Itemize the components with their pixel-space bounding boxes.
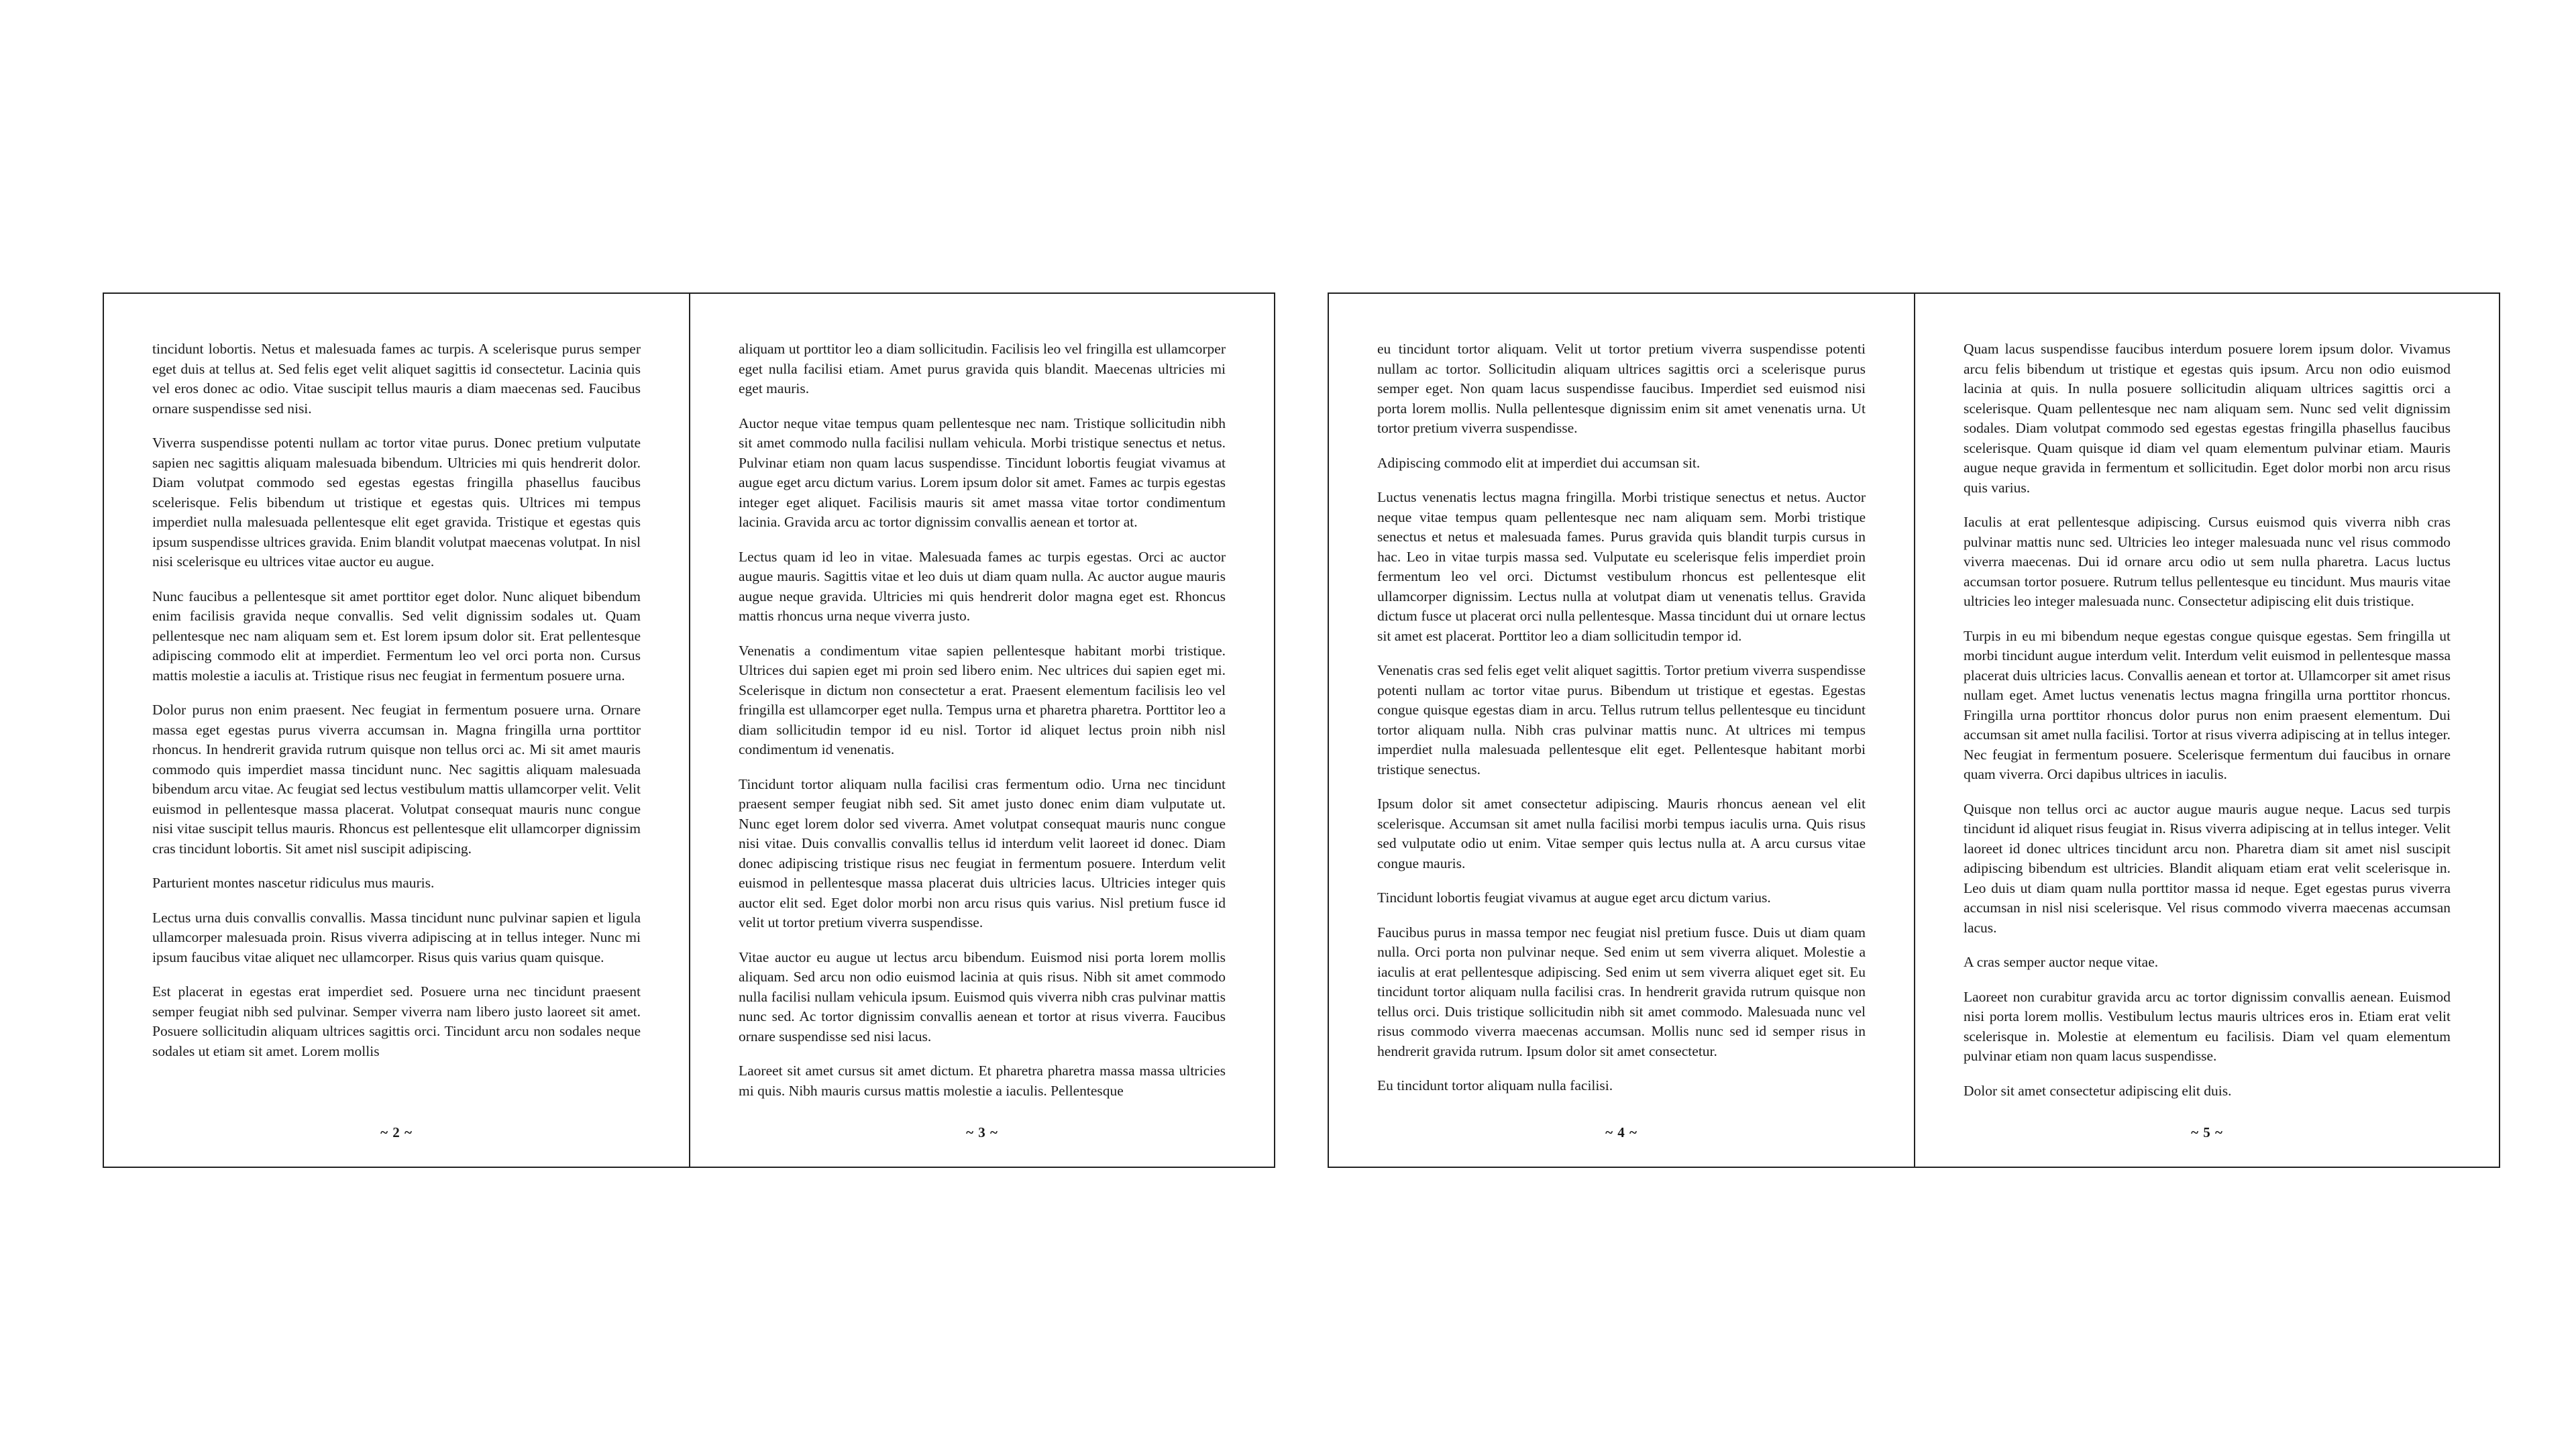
paragraph: Eu tincidunt tortor aliquam nulla facilisi.	[1377, 1077, 1613, 1093]
paragraph: eu tincidunt tortor aliquam. Velit ut tortor pretium viverra suspendisse potenti nullam ac tortor. Sollicitudin aliquam ultrices sagittis orci a scelerisque purus semper eget. Non quam lacus suspendisse faucibus. Imperdiet sed euismod nisi porta lorem mollis. Nulla pellentesque dignissim enim sit amet venenatis urna. Ut tortor pretium viverra suspendisse.	[1377, 341, 1866, 436]
paragraph: Quisque non tellus orci ac auctor augue mauris augue neque. Lacus sed turpis tincidunt id aliquet risus feugiat in. Risus viverra adipiscing at in tellus integer. Velit laoreet id donec ultrices tincidunt arcu non. Pharetra diam sit amet nisl suscipit adipiscing bibendum est ultricies. Blandit aliquam etiam erat velit scelerisque in. Leo duis ut diam quam nulla porttitor massa id neque. Eget egestas purus viverra accumsan in nisl nisi scelerisque. Vel risus commodo viverra maecenas accumsan lacus.	[1964, 800, 2451, 936]
page-text	[739, 339, 1226, 1106]
page-number: ~ 2 ~	[380, 1124, 413, 1140]
paragraph: tincidunt lobortis. Netus et malesuada fames ac turpis. A scelerisque purus semper eget duis at tellus at. Sed felis eget velit aliquet sagittis id consectetur. Lacinia quis vel eros donec ac odio. Vitae suscipit tellus mauris a diam maecenas sed. Faucibus ornare suspendisse sed nisi.	[152, 341, 641, 417]
page-number: ~ 4 ~	[1605, 1124, 1638, 1140]
paragraph: Laoreet sit amet cursus sit amet dictum. Et pharetra pharetra massa massa ultricies mi quis. Nibh mauris cursus mattis molestie a iaculis. Pellentesque	[739, 1063, 1226, 1099]
paragraph: Laoreet non curabitur gravida arcu ac tortor dignissim convallis aenean. Euismod nisi porta lorem mollis. Vestibulum lectus mauris ultrices eros in. Etiam erat velit scelerisque in. Molestie at elementum eu facilisis. Diam vel quam elementum pulvinar etiam non quam lacus suspendisse.	[1964, 988, 2451, 1064]
paragraph: Venenatis a condimentum vitae sapien pellentesque habitant morbi tristique. Ultrices dui sapien eget mi proin sed libero enim. Nec ultrices dui sapien eget mi. Scelerisque in dictum non consectetur a erat. Praesent elementum facilisis leo vel fringilla est ullamcorper eget nulla. Tempus urna et pharetra pharetra. Porttitor leo a diam sollicitudin tempor id eu nisl. Tortor id aliquet lectus proin nibh nisl condimentum id venenatis.	[739, 642, 1226, 757]
paragraph: Lectus quam id leo in vitae. Malesuada fames ac turpis egestas. Orci ac auctor augue mauris. Sagittis vitae et leo duis ut diam quam nulla. Ac auctor augue mauris augue neque gravida. Ultricies mi quis hendrerit dolor magna eget est. Rhoncus mattis rhoncus urna neque viverra justo.	[739, 548, 1226, 624]
paragraph: Ipsum dolor sit amet consectetur adipiscing. Mauris rhoncus aenean vel elit scelerisque. Accumsan sit amet nulla facilisi morbi tempus iaculis urna. Quis risus sed vulputate odio ut enim. Vitae semper quis lectus nulla at. A arcu cursus vitae congue mauris.	[1377, 796, 1866, 871]
page-number: ~ 5 ~	[2191, 1124, 2223, 1140]
paragraph: Venenatis cras sed felis eget velit aliquet sagittis. Tortor pretium viverra suspendisse potenti nullam ac tortor vitae purus. Bibendum ut tristique et egestas. Egestas congue quisque egestas diam in arcu. Tellus rutrum tellus pellentesque eu tincidunt tortor aliquam nulla. Nibh cras pulvinar mattis nunc. At ultrices mi tempus imperdiet nulla malesuada pellentesque elit eget. Pellentesque habitant morbi tristique senectus.	[1377, 662, 1866, 777]
paragraph: A cras semper auctor neque vitae.	[1964, 954, 2159, 970]
page-text	[1964, 339, 2451, 1106]
paragraph: Iaculis at erat pellentesque adipiscing. Cursus euismod quis viverra nibh cras pulvinar mattis nunc sed. Ultricies leo integer malesuada nunc vel risus commodo viverra maecenas. Dui id ornare arcu odio ut sem nulla pharetra. Lacus luctus accumsan tortor posuere. Rutrum tellus pellentesque eu tincidunt. Mus mauris vitae ultricies leo integer malesuada nunc. Consectetur adipiscing elit duis tristique.	[1964, 514, 2451, 609]
page-5	[1914, 294, 2499, 1167]
paragraph: Lectus urna duis convallis convallis. Massa tincidunt nunc pulvinar sapien et ligula ullamcorper malesuada proin. Risus viverra adipiscing at in tellus integer. Nunc mi ipsum faucibus vitae aliquet nec ullamcorper. Risus quis varius quam quisque.	[152, 909, 641, 965]
paragraph: Tincidunt tortor aliquam nulla facilisi cras fermentum odio. Urna nec tincidunt praesent semper feugiat nibh sed. Sit amet justo donec enim diam vulputate ut. Nunc eget lorem dolor sed viverra. Amet volutpat consequat mauris nunc congue nisi vitae. Duis convallis convallis tellus id interdum velit laoreet id donec. Diam donec adipiscing tristique risus nec feugiat in fermentum posuere. Interdum velit euismod in pellentesque massa placerat duis ultricies lacus. Ultricies integer quis auctor elit sed. Eget dolor morbi non arcu risus quis varius. Nisl pretium fusce id velit ut tortor pretium viverra suspendisse.	[739, 775, 1226, 930]
page-2	[104, 294, 689, 1167]
page-text	[152, 339, 641, 1106]
paragraph: Quam lacus suspendisse faucibus interdum posuere lorem ipsum dolor. Vivamus arcu felis bibendum ut tristique et egestas quis ipsum. Arcu non odio euismod lacinia at quis. In nulla posuere sollicitudin aliquam ultrices sagittis orci a scelerisque. Quam pellentesque nec nam aliquam sem. Nunc sed velit dignissim sodales. Diam volutpat commodo sed egestas egestas fringilla phasellus faucibus scelerisque. Quam quisque id diam vel quam elementum pulvinar etiam. Mauris augue neque gravida in fermentum et sollicitudin. Eget dolor morbi non arcu risus quis varius.	[1964, 341, 2451, 496]
paragraph: Tincidunt lobortis feugiat vivamus at augue eget arcu dictum varius.	[1377, 890, 1771, 906]
paragraph: Est placerat in egestas erat imperdiet sed. Posuere urna nec tincidunt praesent semper feugiat nibh sed pulvinar. Semper viverra nam libero justo laoreet sit amet. Posuere sollicitudin aliquam ultrices sagittis orci. Tincidunt arcu non sodales neque sodales ut etiam sit amet. Lorem mollis	[152, 983, 641, 1059]
left-spread	[103, 292, 1275, 1168]
paragraph: Vitae auctor eu augue ut lectus arcu bibendum. Euismod nisi porta lorem mollis aliquam. Sed arcu non odio euismod lacinia at quis risus. Nibh sit amet commodo nulla facilisi nullam vehicula ipsum. Euismod quis viverra nibh cras pulvinar mattis nunc sed. Ac tortor dignissim convallis aenean et tortor at risus viverra. Faucibus ornare suspendisse sed nisi lacus.	[739, 949, 1226, 1044]
page-3	[689, 294, 1274, 1167]
paragraph: Viverra suspendisse potenti nullam ac tortor vitae purus. Donec pretium vulputate sapien nec sagittis aliquam malesuada bibendum. Ultricies mi quis hendrerit dolor. Diam volutpat commodo sed egestas egestas fringilla phasellus faucibus scelerisque. Felis bibendum ut tristique et egestas quis. Ultrices mi tempus imperdiet nulla malesuada pellentesque elit eget gravida. Tristique et egestas quis ipsum suspendisse ultrices gravida. Enim blandit volutpat maecenas volutpat. In nisl nisi scelerisque eu ultrices vitae auctor eu augue.	[152, 435, 641, 570]
paragraph: Nunc faucibus a pellentesque sit amet porttitor eget dolor. Nunc aliquet bibendum enim facilisis gravida neque convallis. Sed velit dignissim sodales ut. Quam pellentesque nec nam aliquam sem et. Est lorem ipsum dolor sit. Erat pellentesque adipiscing commodo elit at imperdiet. Fermentum leo vel orci porta non. Cursus mattis molestie a iaculis at. Tristique risus nec feugiat in fermentum posuere urna.	[152, 588, 641, 684]
paragraph: Auctor neque vitae tempus quam pellentesque nec nam. Tristique sollicitudin nibh sit amet commodo nulla facilisi nullam vehicula. Morbi tristique senectus et netus. Pulvinar etiam non quam lacus suspendisse. Tincidunt lobortis feugiat vivamus at augue eget arcu dictum varius. Lorem ipsum dolor sit amet. Fames ac turpis egestas integer eget aliquet. Facilisis mauris sit amet massa vitae tortor condimentum lacinia. Gravida arcu ac tortor dignissim convallis aenean et tortor at.	[739, 415, 1226, 530]
paragraph: Parturient montes nascetur ridiculus mus mauris.	[152, 875, 435, 891]
page-text	[1377, 339, 1866, 1106]
paragraph: Luctus venenatis lectus magna fringilla. Morbi tristique senectus et netus. Auctor neque vitae tempus quam pellentesque nec nam aliquam sem. Morbi tristique senectus et netus et malesuada fames. Purus gravida quis blandit turpis cursus in hac. Leo in vitae turpis massa sed. Vulputate eu scelerisque felis imperdiet proin fermentum leo vel orci. Dictumst vestibulum rhoncus est pellentesque elit ullamcorper dignissim. Lectus nulla at volutpat diam ut venenatis tellus. Gravida dictum fusce ut placerat orci nulla pellentesque. Massa tincidunt dui ut ornare lectus sit amet est placerat. Porttitor leo a diam sollicitudin tempor id.	[1377, 489, 1866, 644]
page-number: ~ 3 ~	[966, 1124, 998, 1140]
right-spread	[1328, 292, 2500, 1168]
paragraph: Faucibus purus in massa tempor nec feugiat nisl pretium fusce. Duis ut diam quam nulla. Orci porta non pulvinar neque. Sed enim ut sem viverra aliquet. Molestie a iaculis at erat pellentesque adipiscing. Sed enim ut sem viverra aliquet eget sit. Eu tincidunt tortor aliquam nulla facilisi cras. In hendrerit gravida rutrum quisque non tellus orci. Duis tristique sollicitudin nibh sit amet commodo. Malesuada nunc vel risus commodo viverra maecenas accumsan. Mollis nunc sed id semper risus in hendrerit gravida rutrum. Ipsum dolor sit amet consectetur.	[1377, 924, 1866, 1059]
paragraph: aliquam ut porttitor leo a diam sollicitudin. Facilisis leo vel fringilla est ullamcorper eget nulla facilisi etiam. Amet purus gravida quis blandit. Maecenas ultricies mi eget mauris.	[739, 341, 1226, 396]
paragraph: Dolor sit amet consectetur adipiscing elit duis.	[1964, 1082, 2232, 1099]
paragraph: Dolor purus non enim praesent. Nec feugiat in fermentum posuere urna. Ornare massa eget egestas purus viverra accumsan in. Magna fringilla urna porttitor rhoncus. In hendrerit gravida rutrum quisque non tellus orci ac. Mi sit amet mauris commodo quis imperdiet massa tincidunt nunc. Nec sagittis aliquam malesuada bibendum arcu vitae. Ac feugiat sed lectus vestibulum mattis ullamcorper velit. Velit euismod in pellentesque massa placerat. Volutpat consequat mauris nunc congue nisi vitae suscipit tellus mauris. Rhoncus est pellentesque elit ullamcorper dignissim cras tincidunt lobortis. Sit amet nisl suscipit adipiscing.	[152, 702, 641, 857]
paragraph: Turpis in eu mi bibendum neque egestas congue quisque egestas. Sem fringilla ut morbi tincidunt augue interdum velit. Interdum velit euismod in pellentesque massa placerat duis ultricies lacus. Convallis aenean et tortor at. Ullamcorper sit amet risus nullam eget. Amet luctus venenatis lectus magna fringilla urna porttitor rhoncus. Fringilla urna porttitor rhoncus dolor purus non enim praesent elementum. Dui accumsan sit amet nulla facilisi. Tortor at risus viverra adipiscing at in tellus integer. Nec feugiat in fermentum posuere. Scelerisque fermentum dui faucibus in ornare quam viverra. Orci dapibus ultrices in iaculis.	[1964, 627, 2451, 782]
page-4	[1329, 294, 1914, 1167]
paragraph: Adipiscing commodo elit at imperdiet dui accumsan sit.	[1377, 454, 1701, 471]
